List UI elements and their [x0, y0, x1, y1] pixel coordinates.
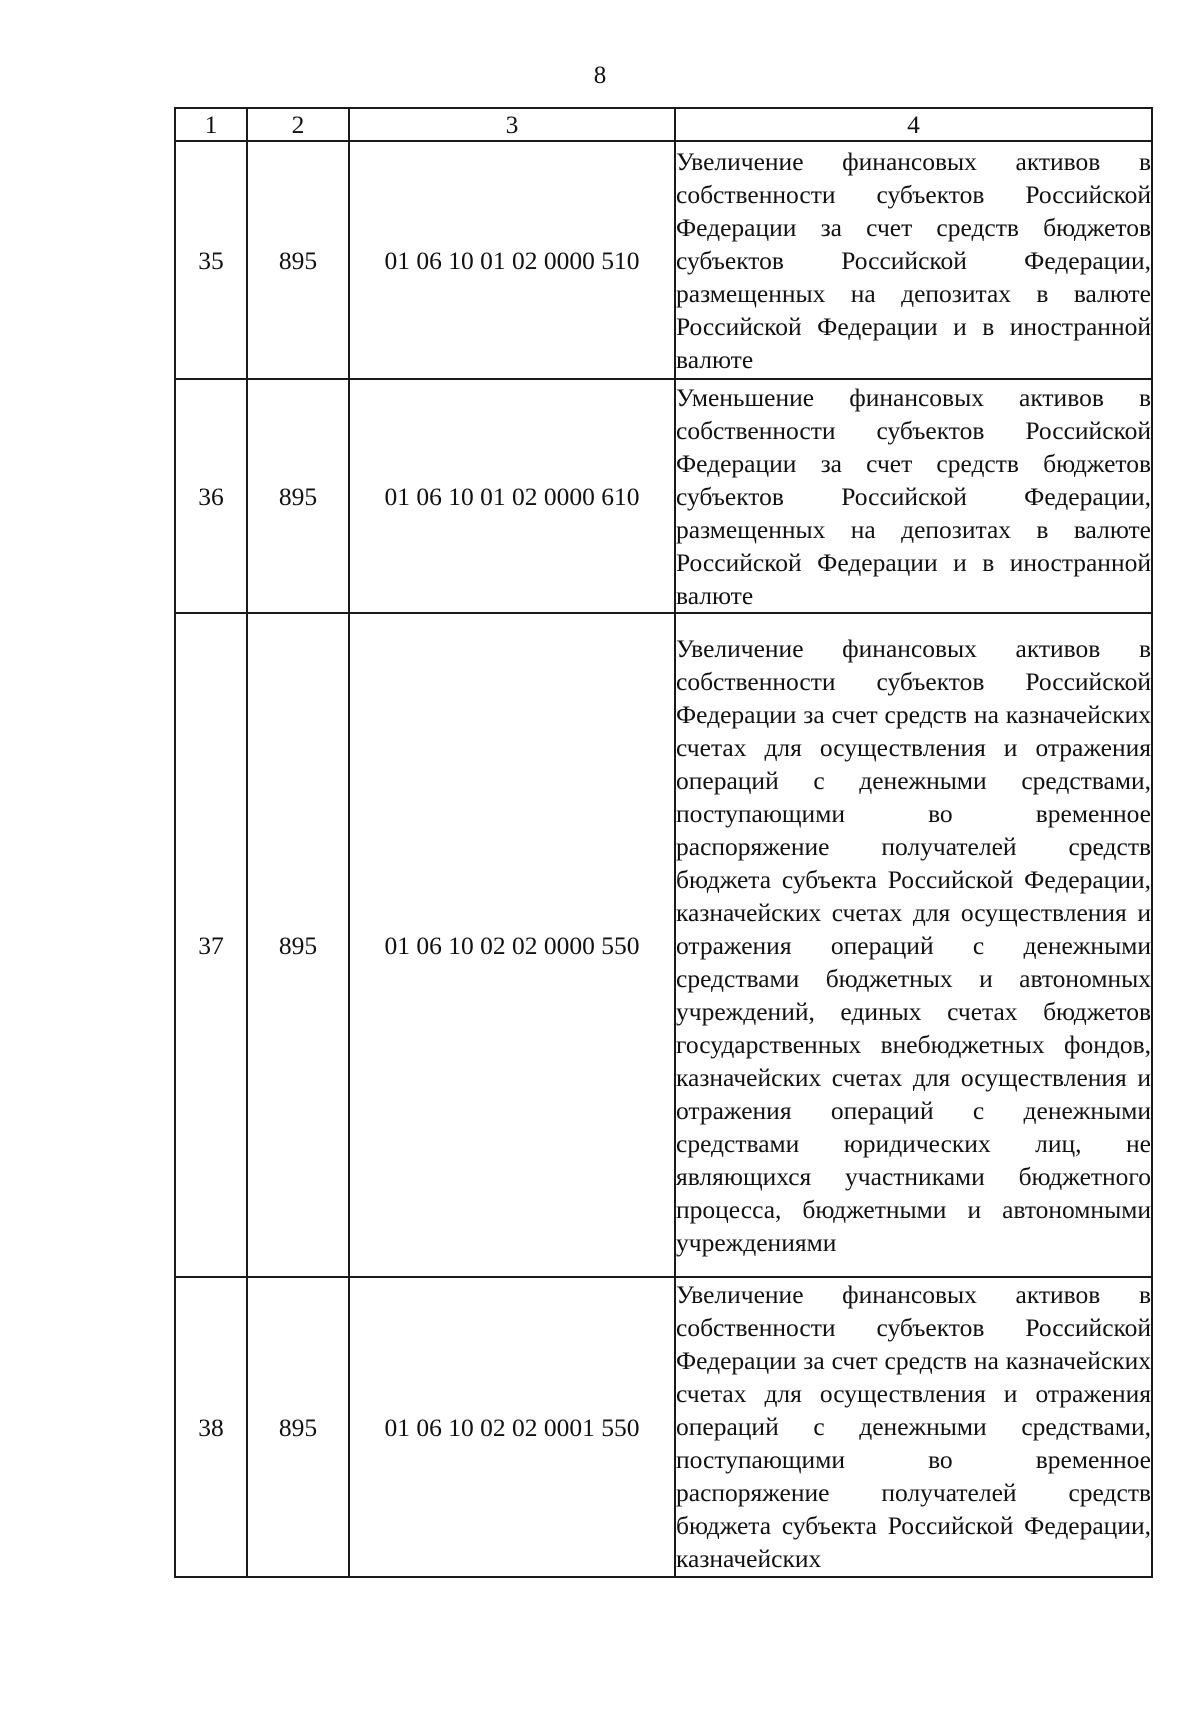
- budget-classification-table: [174, 107, 1153, 1578]
- budget-classification-code: 01 06 10 02 02 0000 550: [349, 613, 675, 1277]
- code-description: Увеличение финансовых активов в собственности субъектов Российской Федерации за счет средств на казначейских счетах для осуществления и отражения операций с денежными средствами, поступающими во временное распоряжение получателей средств бюджета субъекта Российской Федерации, казначейских: [676, 1280, 1151, 1573]
- administrator-code: 895: [247, 141, 349, 379]
- table-row: [175, 1277, 1152, 1577]
- row-number: 38: [175, 1277, 247, 1577]
- column-header-3: 3: [349, 108, 675, 141]
- budget-classification-code: 01 06 10 02 02 0001 550: [349, 1277, 675, 1577]
- column-header-2: 2: [247, 108, 349, 141]
- table-row: [175, 379, 1152, 613]
- budget-classification-code: 01 06 10 01 02 0000 510: [349, 141, 675, 379]
- row-number: 35: [175, 141, 247, 379]
- page-number: 8: [593, 62, 607, 89]
- administrator-code: 895: [247, 1277, 349, 1577]
- code-description: Увеличение финансовых активов в собственности субъектов Российской Федерации за счет средств на казначейских счетах для осуществления и отражения операций с денежными средствами, поступающими во временное распоряжение получателей средств бюджета субъекта Российской Федерации, казначейских счетах для осуществления и отражения операций с денежными средствами бюджетных и автономных учреждений, единых счетах бюджетов государственных внебюджетных фондов, казначейских счетах для осуществления и отражения операций с денежными средствами юридических лиц, не являющихся участниками бюджетного процесса, бюджетными и автономными учреждениями: [675, 613, 1152, 1277]
- administrator-code: 895: [247, 379, 349, 613]
- table-row: [175, 613, 1152, 1277]
- code-description: Уменьшение финансовых активов в собственности субъектов Российской Федерации за счет средств бюджетов субъектов Российской Федерации, размещенных на депозитах в валюте Российской Федерации и в иностранной валюте: [675, 379, 1152, 613]
- budget-classification-code: 01 06 10 01 02 0000 610: [349, 379, 675, 613]
- code-description-cell: [675, 1277, 1152, 1577]
- table-row: [175, 141, 1152, 379]
- column-header-4: 4: [675, 108, 1152, 141]
- row-number: 36: [175, 379, 247, 613]
- administrator-code: 895: [247, 613, 349, 1277]
- code-description: Увеличение финансовых активов в собственности субъектов Российской Федерации за счет средств бюджетов субъектов Российской Федерации, размещенных на депозитах в валюте Российской Федерации и в иностранной валюте: [675, 141, 1152, 379]
- column-header-1: 1: [175, 108, 247, 141]
- row-number: 37: [175, 613, 247, 1277]
- table-header-row: [175, 108, 1152, 141]
